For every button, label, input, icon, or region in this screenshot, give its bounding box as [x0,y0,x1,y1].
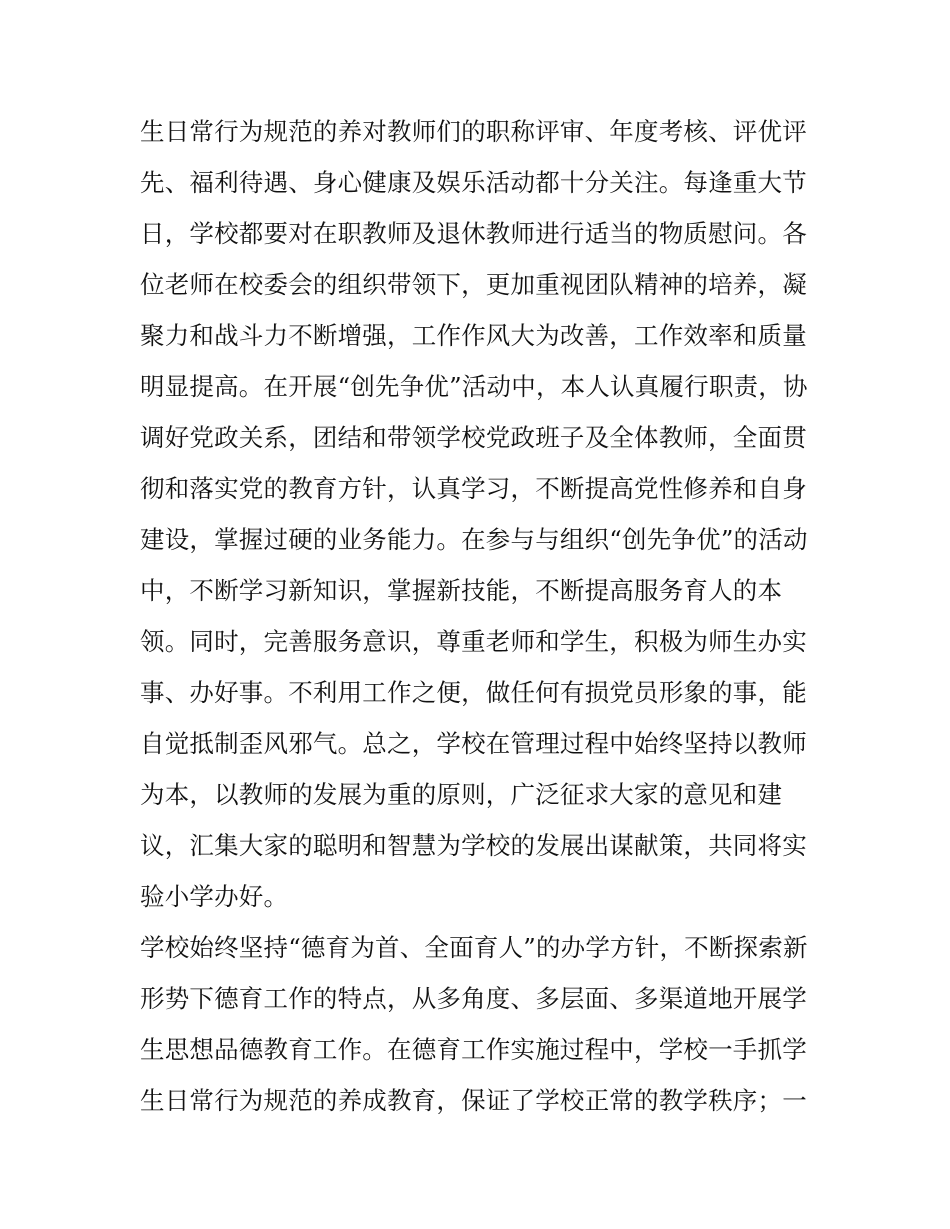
text-line: 明显提高。在开展“创先争优”活动中，本人认真履行职责，协 [140,372,808,401]
text-line: 事、办好事。不利用工作之便，做任何有损党员形象的事，能 [140,678,807,707]
text-line: 领。同时，完善服务意识，尊重老师和学生，积极为师生办实 [140,627,807,656]
text-line: 议，汇集大家的聪明和智慧为学校的发展出谋献策，共同将实 [140,831,807,860]
text-line: 位老师在校委会的组织带领下，更加重视团队精神的培养，凝 [140,270,807,299]
text-line: 验小学办好。 [140,882,289,911]
text-line: 调好党政关系，团结和带领学校党政班子及全体教师，全面贯 [140,423,807,452]
text-line: 先、福利待遇、身心健康及娱乐活动都十分关注。每逢重大节 [140,168,807,197]
text-line: 聚力和战斗力不断增强，工作作风大为改善，工作效率和质量 [140,321,807,350]
text-line: 日，学校都要对在职教师及退休教师进行适当的物质慰问。各 [140,219,807,248]
text-line: 形势下德育工作的特点，从多角度、多层面、多渠道地开展学 [140,984,807,1013]
text-line: 生日常行为规范的养对教师们的职称评审、年度考核、评优评 [140,117,807,146]
document-body [140,106,830,1126]
text-line: 生思想品德教育工作。在德育工作实施过程中，学校一手抓学 [140,1035,807,1064]
text-line: 彻和落实党的教育方针，认真学习，不断提高党性修养和自身 [140,474,807,503]
text-line: 建设，掌握过硬的业务能力。在参与与组织“创先争优”的活动 [140,525,808,554]
text-line: 生日常行为规范的养成教育，保证了学校正常的教学秩序；一 [140,1086,807,1115]
text-line: 中，不断学习新知识，掌握新技能，不断提高服务育人的本 [140,576,783,605]
text-line: 自觉抵制歪风邪气。总之，学校在管理过程中始终坚持以教师 [140,729,807,758]
text-line: 为本，以教师的发展为重的原则，广泛征求大家的意见和建 [140,780,783,809]
text-line: 学校始终坚持“德育为首、全面育人”的办学方针，不断探索新 [140,933,808,962]
